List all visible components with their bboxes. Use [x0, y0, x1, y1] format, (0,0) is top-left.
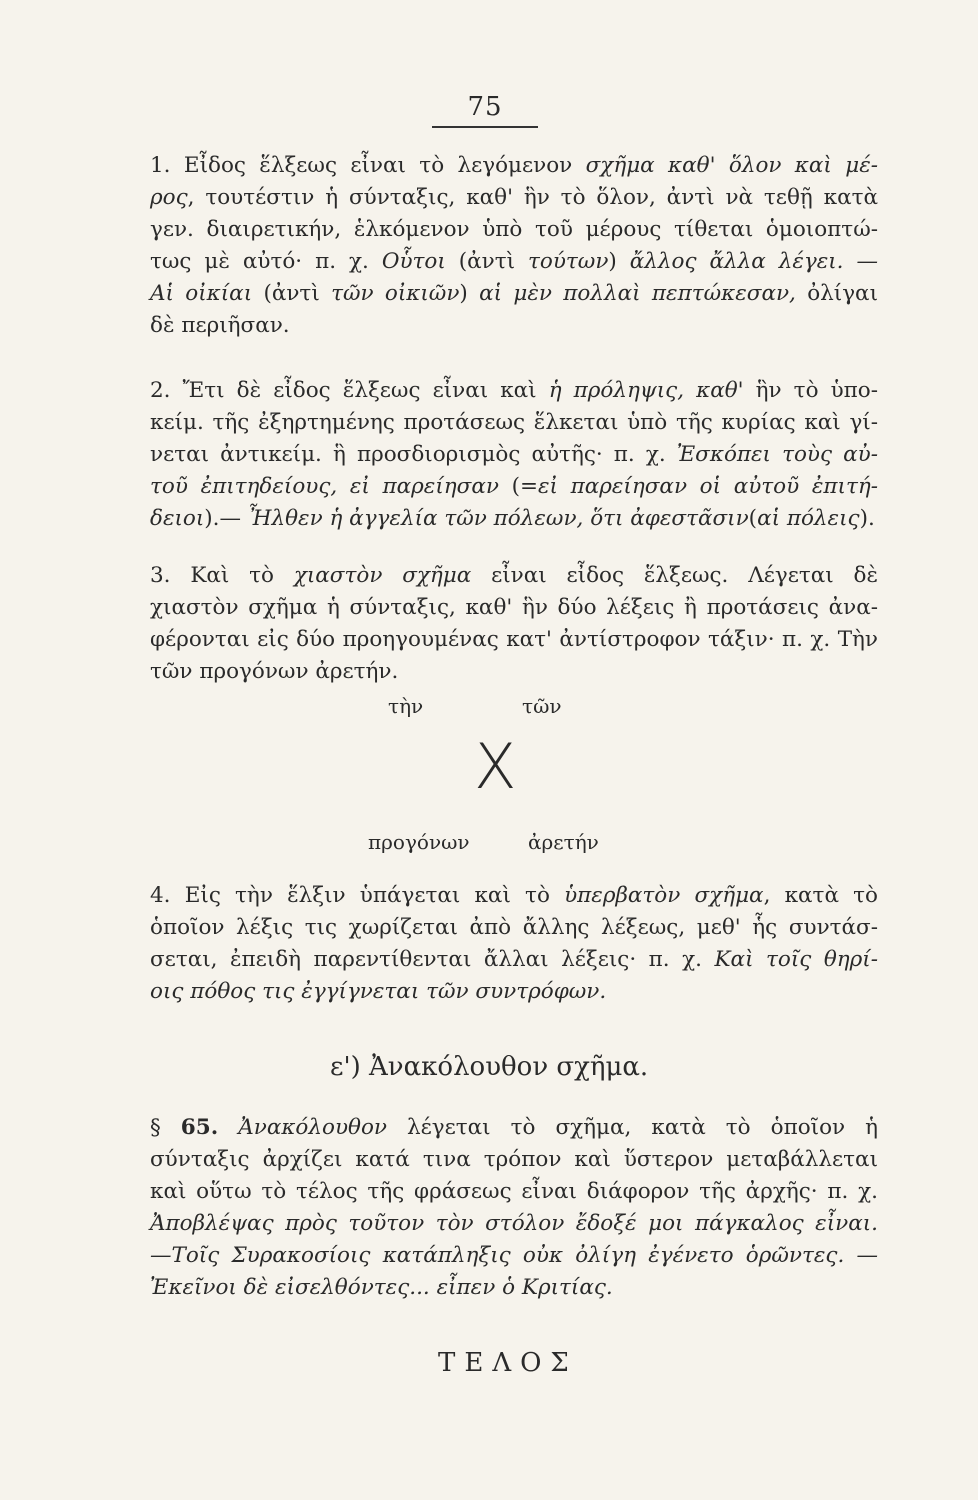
text-run: τούτων — [528, 249, 609, 274]
text-run: αἱ πόλεις — [757, 506, 860, 531]
paragraph-5 — [150, 1112, 878, 1304]
text-run: γεν. διαιρετικήν, ἑλκόμενον ὑπὸ τοῦ μέρους τίθεται ὁμοιοπτώ- — [150, 217, 878, 242]
chiasm-bottom-left: προγόνων — [368, 830, 470, 854]
text-run: κείμ. τῆς ἐξηρτημένης προτάσεως ἕλκεται ὑπὸ τῆς κυρίας καὶ γί- — [150, 410, 878, 435]
text-run: Ἐσκόπει τοὺς αὐ- — [676, 442, 878, 467]
text-run: (ἀντὶ — [252, 281, 332, 306]
text-run: χιαστὸν σχῆμα — [293, 563, 472, 588]
text-line — [150, 656, 878, 688]
chiasm-top-left: τὴν — [388, 694, 424, 718]
page-number: 75 — [467, 92, 503, 122]
text-line — [150, 880, 878, 912]
text-line — [150, 976, 878, 1008]
text-run: ἡ πρόληψις, καθ' — [548, 378, 744, 403]
text-line — [150, 1112, 878, 1144]
text-run: ).— — [204, 506, 248, 531]
text-run: § — [150, 1115, 181, 1140]
text-run: τοῦ ἐπιτηδείους, εἰ παρείησαν — [150, 474, 499, 499]
text-line — [150, 503, 878, 535]
text-run: λέγεται τὸ σχῆμα, κατὰ τὸ ὁποῖον ἡ — [386, 1115, 878, 1140]
text-line — [150, 182, 878, 214]
text-run: 1. Εἶδος ἕλξεως εἶναι τὸ λεγόμενον — [150, 153, 586, 178]
text-run: Ἀποβλέψας πρὸς τοῦτον τὸν στόλον ἔδοξέ μοι πάγκαλος εἶναι. — [150, 1211, 878, 1236]
text-run: ἣν τὸ ὑπο- — [743, 378, 878, 403]
text-run: αἱ μὲν πολλαὶ πεπτώκεσαν, — [479, 281, 796, 306]
text-line — [150, 150, 878, 182]
text-run: —Τοῖς Συρακοσίοις κατάπληξις οὐκ ὀλίγη ἐγένετο ὁρῶντες. — — [150, 1243, 878, 1268]
text-run: σεται, ἐπειδὴ παρεντίθενται ἄλλαι λέξεις· π. χ. — [150, 947, 715, 972]
text-run: , τουτέστιν ἡ σύνταξις, καθ' ἣν τὸ ὅλον, ἀντὶ νὰ τεθῇ κατὰ — [187, 185, 878, 210]
text-run: χιαστὸν σχῆμα ἡ σύνταξις, καθ' ἣν δύο λέξεις ἢ προτάσεις ἀνα- — [150, 595, 878, 620]
text-run: ). — [859, 506, 875, 531]
paragraph-2 — [150, 375, 878, 535]
text-line — [150, 439, 878, 471]
text-line — [150, 624, 878, 656]
text-run: οις πόθος τις ἐγγίγνεται τῶν συντρόφων. — [150, 979, 607, 1004]
text-line — [150, 912, 878, 944]
text-run: Ἐκεῖνοι δὲ εἰσελθόντες... εἶπεν ὁ Κριτίας. — [150, 1275, 613, 1300]
text-run: εἶναι εἶδος ἕλξεως. Λέγεται δὲ — [471, 563, 878, 588]
text-run: Ἀνακόλουθον — [238, 1115, 387, 1140]
text-line — [150, 944, 878, 976]
text-line — [150, 1240, 878, 1272]
text-run: ( — [748, 506, 758, 531]
text-run: Οὗτοι — [381, 249, 446, 274]
text-run: Αἱ οἰκίαι — [150, 281, 253, 306]
text-run: ) — [608, 249, 630, 274]
text-run: ὁποῖον λέξις τις χωρίζεται ἀπὸ ἄλλης λέξεως, μεθ' ἧς συντάσ- — [150, 915, 878, 940]
text-run: σχῆμα καθ' ὅλον καὶ μέ- — [585, 153, 878, 178]
paragraph-3 — [150, 560, 878, 688]
text-run: εἰ παρείησαν οἱ αὐτοῦ ἐπιτή- — [537, 474, 878, 499]
section-heading: ε') Ἀνακόλουθον σχῆμα. — [330, 1052, 649, 1082]
text-run: καὶ οὕτω τὸ τέλος τῆς φράσεως εἶναι διάφορον τῆς ἀρχῆς· π. χ. — [150, 1179, 878, 1204]
text-line — [150, 560, 878, 592]
text-line — [150, 471, 878, 503]
chiasm-top-right: τῶν — [522, 694, 562, 718]
text-line — [150, 1176, 878, 1208]
text-run: ὑπερβατὸν σχῆμα — [564, 883, 764, 908]
text-run: ὀλίγαι — [795, 281, 878, 306]
text-run: ) — [459, 281, 480, 306]
text-run: (= — [498, 474, 538, 499]
text-line — [150, 1144, 878, 1176]
page-number-rule — [432, 126, 538, 128]
text-run: δειοι — [150, 506, 205, 531]
text-run: ἄλλος ἄλλα λέγει. — — [629, 249, 878, 274]
text-run: Ἦλθεν ἡ ἀγγελία τῶν πόλεων, ὅτι ἀφεστᾶσιν — [247, 506, 749, 531]
end-word: ΤΕΛΟΣ — [438, 1348, 578, 1378]
text-line — [150, 375, 878, 407]
text-line — [150, 1208, 878, 1240]
text-line — [150, 278, 878, 310]
text-run: 4. Εἰς τὴν ἕλξιν ὑπάγεται καὶ τὸ — [150, 883, 565, 908]
text-run: ρος — [150, 185, 188, 210]
text-run: τῶν προγόνων ἀρετήν. — [150, 659, 399, 684]
paragraph-4 — [150, 880, 878, 1008]
text-run: φέρονται εἰς δύο προηγουμένας κατ' ἀντίστροφον τάξιν· π. χ. Τὴν — [150, 627, 878, 652]
text-run: 65. — [180, 1115, 219, 1140]
text-run: τῶν οἰκιῶν — [331, 281, 460, 306]
text-line — [150, 214, 878, 246]
text-run: σύνταξις ἀρχίζει κατά τινα τρόπον καὶ ὕστερον μεταβάλλεται — [150, 1147, 878, 1172]
text-run: τως μὲ αὐτό· π. χ. — [150, 249, 382, 274]
text-run: 3. Καὶ τὸ — [150, 563, 294, 588]
text-run — [218, 1115, 238, 1140]
paragraph-1 — [150, 150, 878, 342]
text-run: , κατὰ τὸ — [763, 883, 878, 908]
text-line — [150, 592, 878, 624]
text-run: νεται ἀντικείμ. ἣ προσδιορισμὸς αὐτῆς· π. χ. — [150, 442, 677, 467]
text-run: Καὶ τοῖς θηρί- — [714, 947, 878, 972]
text-run: δὲ περιῆσαν. — [150, 313, 290, 338]
text-run: 2. Ἔτι δὲ εἶδος ἕλξεως εἶναι καὶ — [150, 378, 549, 403]
chiasm-bottom-right: ἀρετήν — [528, 830, 599, 854]
text-line — [150, 310, 878, 342]
text-line — [150, 407, 878, 439]
text-line — [150, 1272, 878, 1304]
chiasm-cross: X — [474, 730, 517, 803]
text-line — [150, 246, 878, 278]
text-run: (ἀντὶ — [445, 249, 528, 274]
